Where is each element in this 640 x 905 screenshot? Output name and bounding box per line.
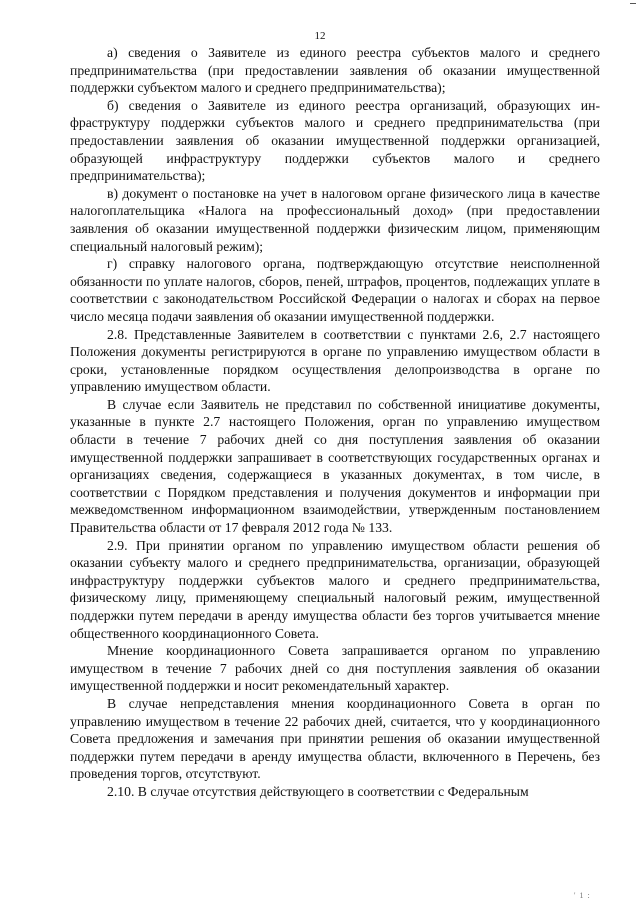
paragraph-2-8-continued: В случае если Заявитель не представил по собственной инициативе документы, указанные в пункте 2.7 настоящего Положения, орган по управлению имуществом области в течение 7 рабочих дней со дня поступления заявления об оказании имущественной поддержки запрашивает в соответствующих государственных органах и организациях сведения, содержащиеся в указанных документах, в том числе, в соответствии с Порядком представления и получения документов и информации при межведомственном информационном взаимодействии, утвержденным постановлением Правительства области от 17 февраля 2012 года № 133.	[70, 396, 600, 536]
paragraph-2-8: 2.8. Представленные Заявителем в соответствии с пунктами 2.6, 2.7 настоящего Положения документы регистрируются в органе по управлению имуществом области в сроки, установленные порядком осуществления делопроизводства в органе по управлению имуществом области.	[70, 326, 600, 395]
paragraph-2-9: 2.9. При принятии органом по управлению имуществом области решения об оказании субъекту малого и среднего предпринимательства, организации, образующей инфраструктуру поддержки субъектов малого и среднего предпринимательства, физическому лицу, применяющему специальный налоговый режим, имущественной поддержки путем передачи в аренду имущества области без торгов учитывается мнение общественного координационного Совета.	[70, 537, 600, 641]
scan-bottom-mark: ' 1 :	[574, 891, 591, 900]
paragraph-subitem-b: б) сведения о Заявителе из единого реестра организаций, образующих инфраструктуру поддержки субъектов малого и среднего предпринимательства (при предоставлении заявления об оказании имущественной поддержки организацией, образующей инфраструктуру поддержки субъектов малого и среднего предпринимательства);	[70, 97, 600, 184]
scan-corner-mark	[630, 0, 636, 4]
paragraph-2-10: 2.10. В случае отсутствия действующего в соответствии с Федеральным	[107, 783, 529, 799]
paragraph-subitem-a: а) сведения о Заявителе из единого реестра субъектов малого и среднего предпринимательства (при предоставлении заявления об оказании имущественной поддержки субъектом малого и среднего предпринимательства);	[70, 45, 600, 96]
page-number: 12	[314, 30, 326, 42]
paragraph-subitem-v: в) документ о постановке на учет в налоговом органе физического лица в качестве налогоплательщика «Налога на профессиональный доход» (при предоставлении заявления об оказании имущественной поддержки физическим лицом, применяющим специальный налоговый режим);	[70, 185, 600, 254]
paragraph-subitem-g: г) справку налогового органа, подтверждающую отсутствие неисполненной обязанности по уплате налогов, сборов, пеней, штрафов, процентов, подлежащих уплате в соответствии с законодательством Российской Федерации о налогах и сборах на первое число месяца подачи заявления об оказании имущественной поддержки.	[70, 256, 600, 324]
page-body	[70, 44, 600, 801]
paragraph-no-opinion: В случае непредставления мнения координационного Совета в орган по управлению имуществом в течение 22 рабочих дней, считается, что у координационного Совета предложения и замечания при принятии решения об оказании имущественной поддержки путем передачи в аренду имущества области, включенного в Перечень, без проведения торгов, отсутствуют.	[70, 695, 600, 782]
paragraph-council-opinion: Мнение координационного Совета запрашивается органом по управлению имуществом в течение 7 рабочих дней со дня поступления заявления об оказании имущественной поддержки и носит рекомендательный характер.	[70, 643, 600, 694]
